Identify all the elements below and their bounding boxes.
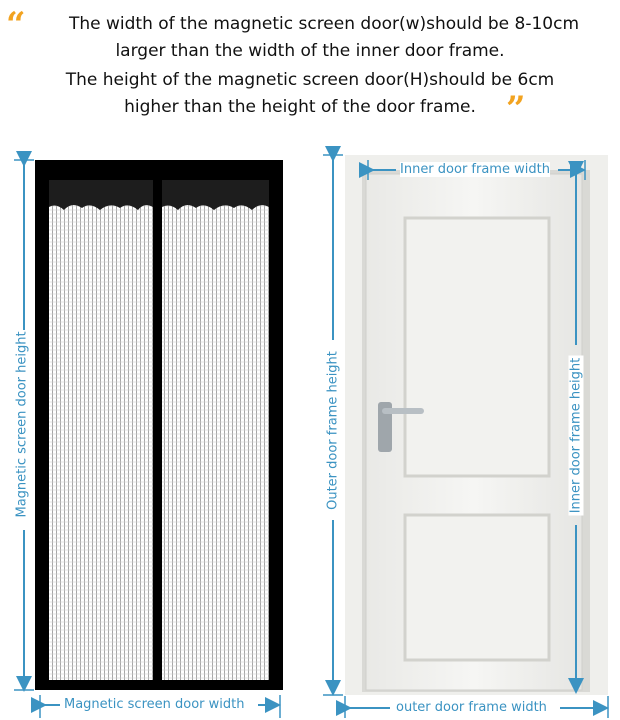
door-handle	[382, 408, 424, 414]
door-lower-panel	[405, 515, 549, 660]
screen-height-label: Magnetic screen door height	[14, 331, 30, 518]
inner-height-label: Inner door frame height	[569, 356, 584, 516]
instruction-line-1: The width of the magnetic screen door(w)should be 8-10cm	[68, 14, 580, 34]
outer-height-label: Outer door frame height	[325, 351, 341, 510]
door-upper-panel	[405, 218, 549, 476]
outer-width-label: outer door frame width	[396, 700, 547, 715]
screen-panel-left	[49, 180, 153, 680]
screen-panel-right	[162, 180, 269, 680]
screen-valance-left	[49, 180, 153, 210]
magnetic-screen-door	[35, 160, 283, 690]
instruction-line-2: larger than the width of the inner door frame.	[115, 41, 505, 61]
inner-width-label: Inner door frame width	[400, 162, 550, 177]
open-quote-icon: “	[6, 5, 26, 45]
screen-valance-right	[162, 180, 269, 210]
close-quote-icon: ”	[506, 89, 526, 129]
screen-width-label: Magnetic screen door width	[64, 697, 245, 712]
instruction-line-4: higher than the height of the door frame.	[124, 97, 476, 117]
instruction-line-3: The height of the magnetic screen door(H)should be 6cm	[65, 70, 555, 90]
